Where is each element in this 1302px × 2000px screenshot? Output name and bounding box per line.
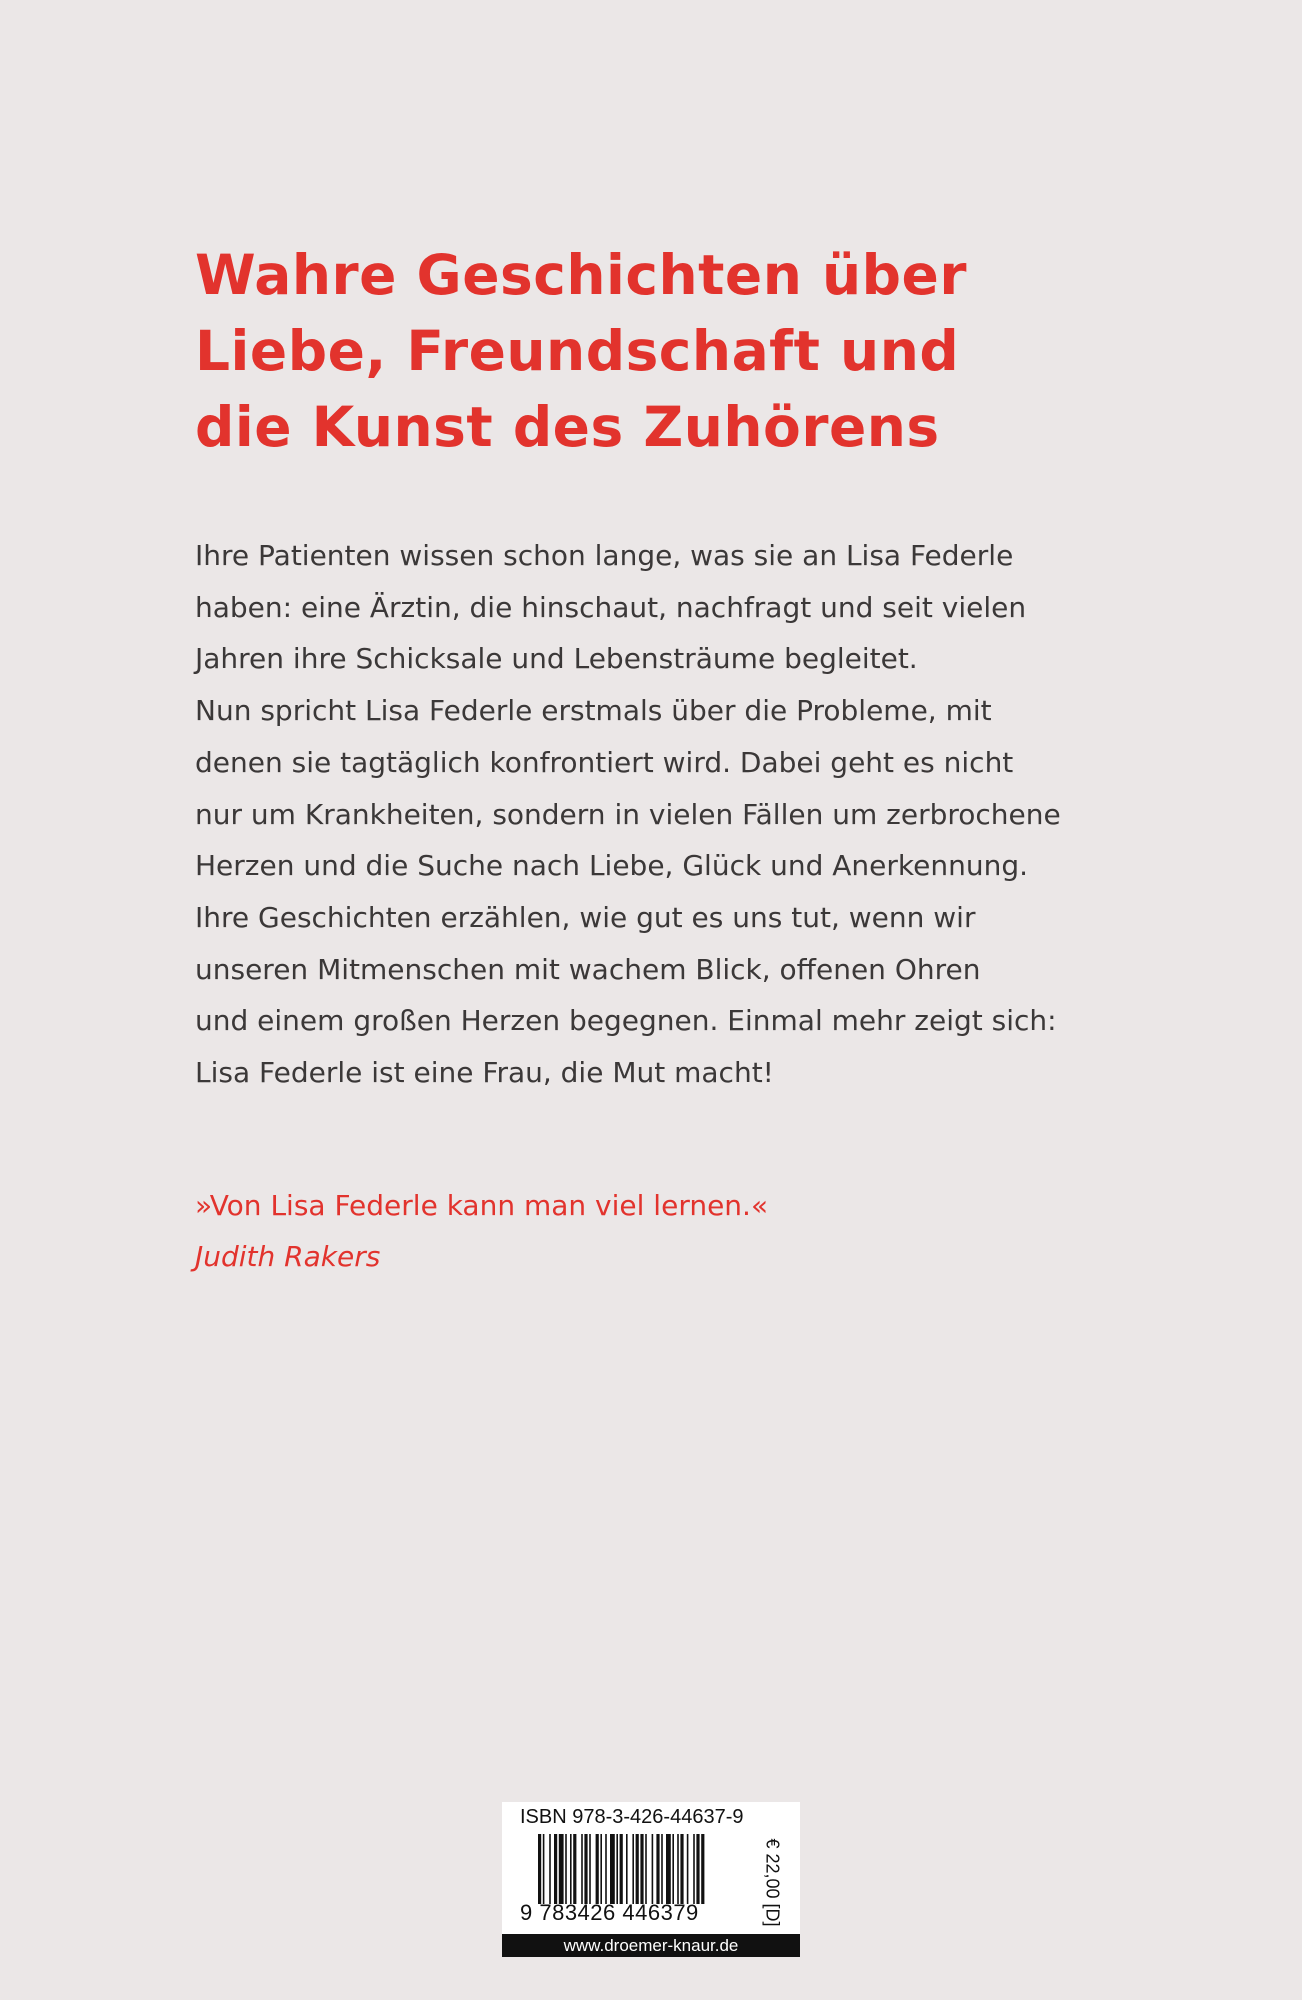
publisher-url: www.droemer-knaur.de (502, 1934, 800, 1957)
blurb-line: Ihre Patienten wissen schon lange, was sie an Lisa Federle (195, 539, 1014, 572)
quote-author: Judith Rakers (195, 1240, 381, 1273)
barcode-digits: 9 783426 446379 (520, 1900, 699, 1925)
blurb-line: und einem großen Herzen begegnen. Einmal mehr zeigt sich: (195, 1004, 1057, 1038)
barcode-box (502, 1802, 800, 1957)
price-label (758, 1832, 786, 1932)
blurb-text (195, 530, 1195, 1099)
blurb-line: Nun spricht Lisa Federle erstmals über die Probleme, mit (195, 694, 992, 728)
headline (195, 237, 1195, 465)
headline-line: Wahre Geschichten über (195, 243, 967, 307)
blurb-line: Ihre Geschichten erzählen, wie gut es uns tut, wenn wir (195, 900, 976, 934)
blurb-line: haben: eine Ärztin, die hinschaut, nachfragt und seit vielen (195, 590, 1027, 624)
isbn-text: ISBN 978-3-426-44637-9 (520, 1806, 744, 1828)
quote-text: »Von Lisa Federle kann man viel lernen.« (195, 1189, 769, 1222)
headline-line: Liebe, Freundschaft und (195, 319, 960, 383)
blurb-line: nur um Krankheiten, sondern in vielen Fällen um zerbrochene (195, 797, 1061, 831)
headline-line: die Kunst des Zuhörens (195, 395, 940, 459)
blurb-line: denen sie tagtäglich konfrontiert wird. Dabei geht es nicht (195, 745, 1014, 779)
blurb-line: Jahren ihre Schicksale und Lebensträume begleitet. (195, 642, 918, 676)
blurb-line: Herzen und die Suche nach Liebe, Glück und Anerkennung. (195, 849, 1028, 883)
blurb-line: Lisa Federle ist eine Frau, die Mut macht! (195, 1056, 774, 1090)
barcode-bars (538, 1834, 748, 1904)
price-text: € 22,00 [D] (762, 1837, 783, 1927)
blurb-line: unseren Mitmenschen mit wachem Blick, offenen Ohren (195, 952, 981, 986)
